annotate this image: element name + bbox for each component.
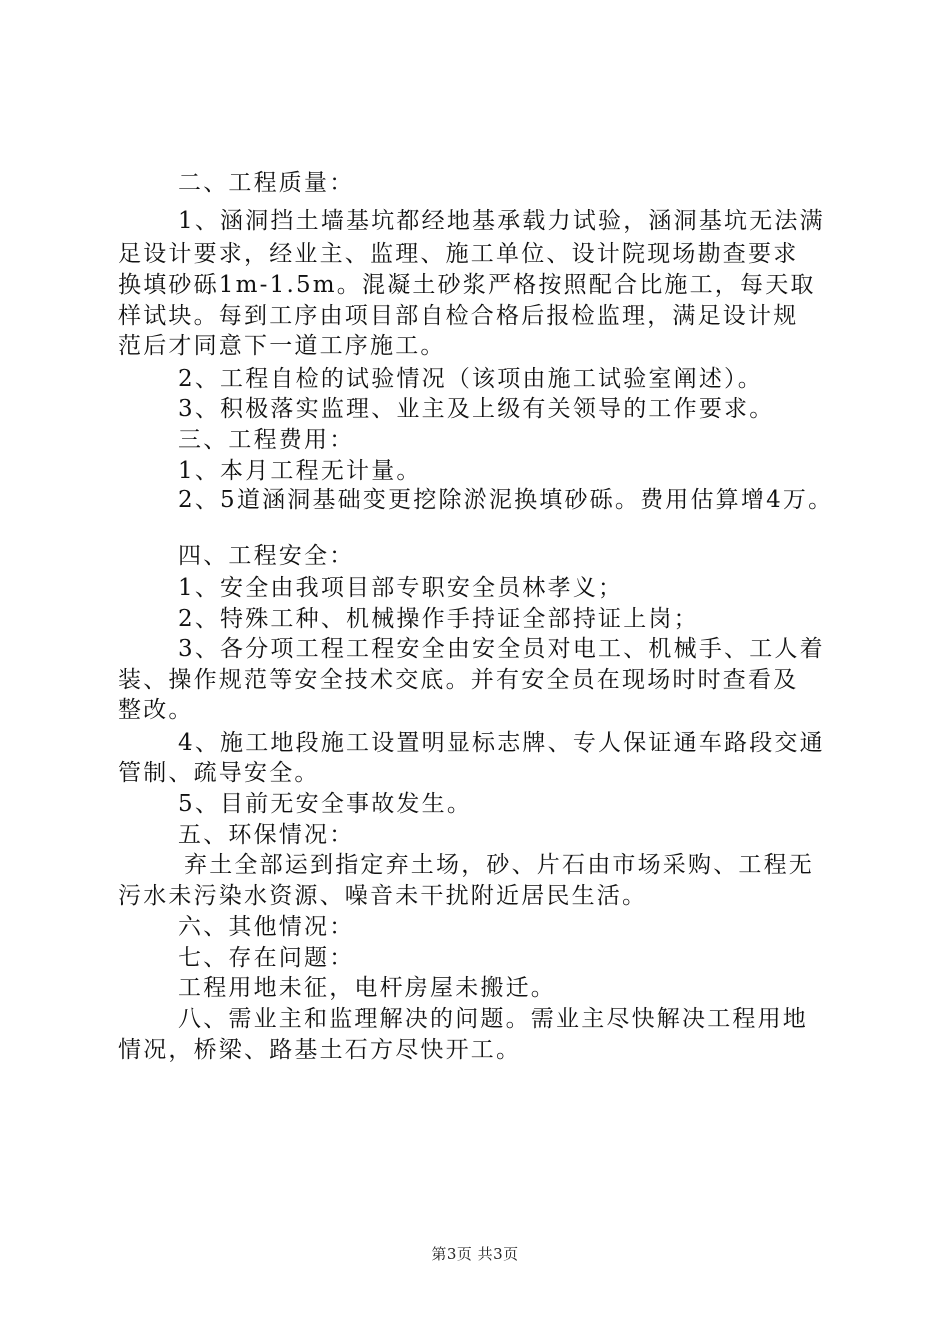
section-heading-environment: 五、环保情况：	[178, 822, 355, 848]
paragraph-line: 2、5道涵洞基础变更挖除淤泥换填砂砾。费用估算增4万。	[178, 487, 834, 513]
paragraph-line: 换填砂砾1m-1.5m。混凝土砂浆严格按照配合比施工，每天取	[118, 272, 816, 298]
paragraph-line: 1、涵洞挡土墙基坑都经地基承载力试验，涵洞基坑无法满	[178, 208, 825, 234]
paragraph-line: 足设计要求，经业主、监理、施工单位、设计院现场勘查要求	[118, 241, 799, 267]
section-heading-requests: 八、需业主和监理解决的问题。需业主尽快解决工程用地	[178, 1006, 808, 1032]
paragraph-line: 情况，桥梁、路基土石方尽快开工。	[118, 1037, 522, 1063]
paragraph-line: 3、各分项工程工程安全由安全员对电工、机械手、工人着	[178, 636, 825, 662]
paragraph-line: 样试块。每到工序由项目部自检合格后报检监理，满足设计规	[118, 303, 799, 329]
paragraph-line: 弃土全部运到指定弃土场，砂、片石由市场采购、工程无	[184, 852, 814, 878]
paragraph-line: 装、操作规范等安全技术交底。并有安全员在现场时时查看及	[118, 667, 799, 693]
paragraph-line: 管制、疏导安全。	[118, 760, 320, 786]
paragraph-line: 4、施工地段施工设置明显标志牌、专人保证通车路段交通	[178, 730, 825, 756]
section-heading-other: 六、其他情况：	[178, 914, 355, 940]
paragraph-line: 工程用地未征，电杆房屋未搬迁。	[178, 975, 556, 1001]
section-heading-issues: 七、存在问题：	[178, 945, 355, 971]
paragraph-line: 1、安全由我项目部专职安全员林孝义；	[178, 575, 624, 601]
paragraph-line: 5、目前无安全事故发生。	[178, 791, 473, 817]
paragraph-line: 整改。	[118, 697, 194, 723]
paragraph-line: 范后才同意下一道工序施工。	[118, 333, 446, 359]
section-heading-cost: 三、工程费用：	[178, 427, 355, 453]
paragraph-line: 3、积极落实监理、业主及上级有关领导的工作要求。	[178, 396, 775, 422]
paragraph-line: 2、特殊工种、机械操作手持证全部持证上岗；	[178, 606, 699, 632]
section-heading-safety: 四、工程安全：	[178, 543, 355, 569]
section-heading-quality: 二、工程质量：	[178, 170, 355, 196]
page-footer: 第3页 共3页	[431, 1245, 519, 1263]
paragraph-line: 1、本月工程无计量。	[178, 458, 422, 484]
paragraph-line: 2、工程自检的试验情况（该项由施工试验室阐述）。	[178, 366, 763, 392]
paragraph-line: 污水未污染水资源、噪音未干扰附近居民生活。	[118, 883, 648, 909]
